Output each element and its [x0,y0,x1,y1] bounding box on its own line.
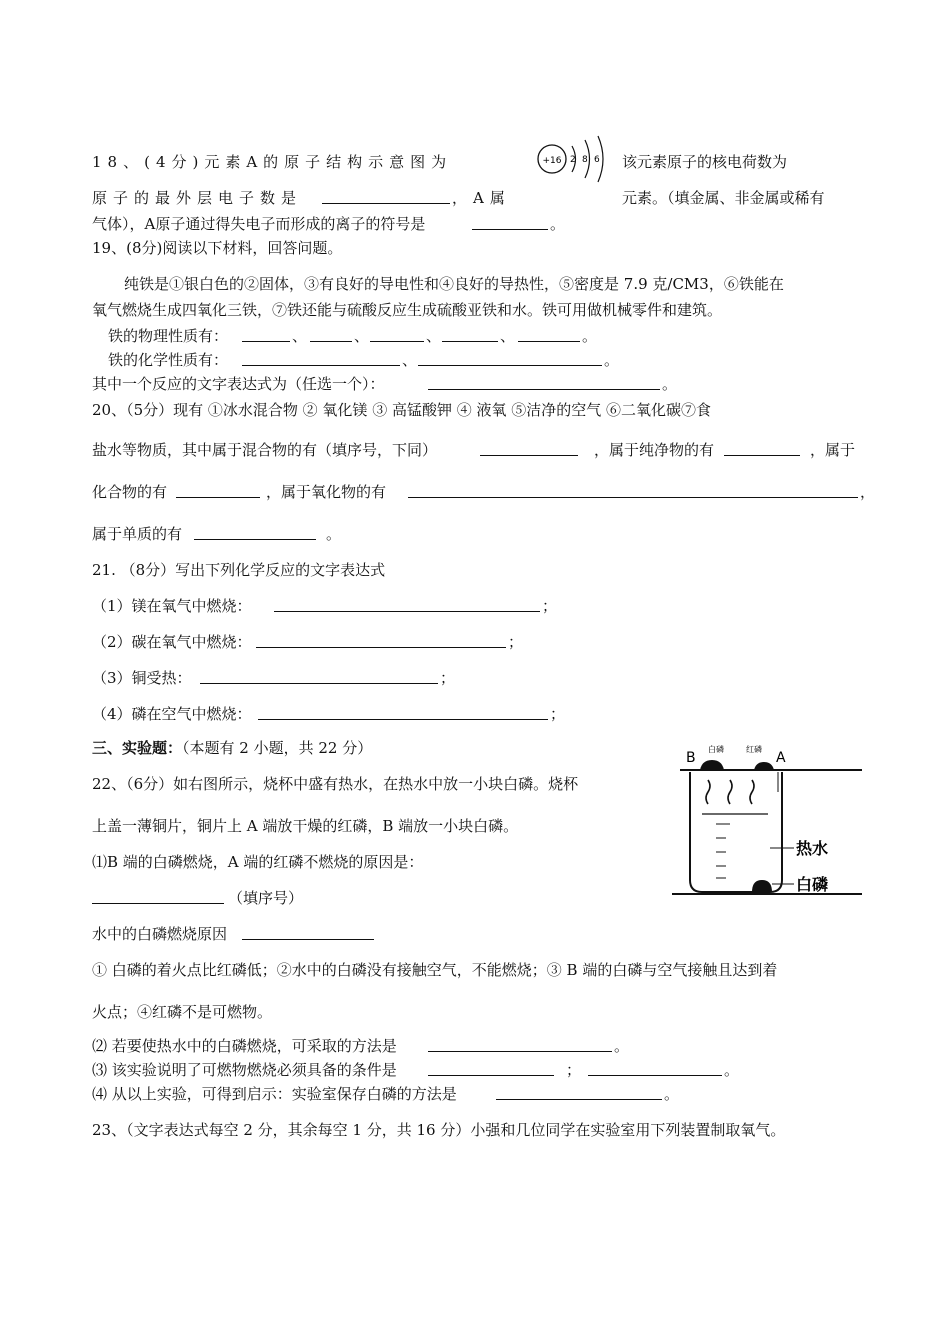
q20-blank-compounds[interactable] [176,483,260,498]
sep: 、 [402,351,418,369]
atom-nucleus-label: +16 [542,156,562,166]
end: 。 [662,375,678,393]
beaker-experiment-figure [672,742,864,902]
sep: 、 [292,327,308,345]
q19-chemical-blank-1[interactable] [242,351,400,366]
q20-line4a: 属于单质的有 [92,525,183,543]
q18-blank-ion-symbol[interactable] [472,215,548,230]
q18-end: 。 [550,215,566,233]
label-white-phosphorus-top: 白磷 [708,745,724,754]
white-phosphorus-bottom [752,880,772,892]
q22-line8: ⑵ 若要使热水中的白磷燃烧，可采取的方法是 [92,1037,397,1055]
sep: 、 [500,327,516,345]
end: 。 [582,327,598,345]
q18-line3: 气体），A原子通过得失电子而形成的离子的符号是 [92,215,426,233]
q19-physical-blank-1[interactable] [242,327,290,342]
q20-blank-pure[interactable] [724,441,800,456]
q22-line6: ① 白磷的着火点比红磷低；②水中的白磷没有接触空气，不能燃烧；③ B 端的白磷与空气接触且达到着 [92,961,778,979]
q18-line2-right: 元素。（填金属、非金属或稀有 [622,189,825,207]
q20-line2b: ，属于纯净物的有 [594,441,715,459]
q22-blank-condition-1[interactable] [428,1061,554,1076]
q19-reaction-label: 其中一个反应的文字表达式为（任选一个）： [92,375,385,393]
q18-line2-left: 原子的最外层电子数是 [92,189,303,207]
q20-line4b: 。 [326,525,342,543]
q18-line1-right: 该元素原子的核电荷数为 [622,153,788,171]
q21-item-4-label: （4）磷在空气中燃烧： [92,705,252,723]
q19-para1: 纯铁是①银白色的②固体，③有良好的导电性和④良好的导热性，⑤密度是 7.9 克/CM3，⑥铁能在 [124,275,784,293]
q22-line9: ⑶ 该实验说明了可燃物燃烧必须具备的条件是 [92,1061,397,1079]
end: 。 [724,1061,740,1079]
white-phosphorus-top [700,760,724,770]
q19-para2: 氧气燃烧生成四氧化三铁，⑦铁还能与硫酸反应生成硫酸亚铁和水。铁可用做机械零件和建筑。 [92,301,723,319]
red-phosphorus [754,762,774,770]
q21-title: 21. （8分）写出下列化学反应的文字表达式 [92,561,386,579]
q22-line3: ⑴B 端的白磷燃烧，A 端的红磷不燃烧的原因是： [92,853,424,871]
label-red-phosphorus: 红磷 [746,745,762,754]
q18-blank-outer-electrons[interactable] [322,189,450,204]
q19-physical-blank-4[interactable] [442,327,498,342]
section3-heading: 三、实验题： [92,739,183,757]
section3-note: （本题有 2 小题，共 22 分） [182,739,373,757]
semi: ； [566,1061,582,1079]
q18-line2-mid: ，A属 [452,189,511,207]
label-b: B [686,750,696,766]
end: 。 [664,1085,680,1103]
q19-reaction-blank[interactable] [428,375,660,390]
q20-line3b: ，属于氧化物的有 [266,483,387,501]
q19-physical-label: 铁的物理性质有： [108,327,229,345]
q20-line2a: 盐水等物质，其中属于混合物的有（填序号，下同） [92,441,438,459]
shell-2-electrons: 8 [582,155,588,165]
q19-physical-blank-5[interactable] [518,327,580,342]
q20-blank-oxides[interactable] [408,483,858,498]
end: ； [508,633,524,651]
atom-structure-diagram [532,134,608,184]
end: ； [440,669,456,687]
q21-item-3-blank[interactable] [200,669,438,684]
q22-line1: 22、（6分）如右图所示，烧杯中盛有热水，在热水中放一小块白磷。烧杯 [92,775,579,793]
q23-line1: 23、（文字表达式每空 2 分，其余每空 1 分，共 16 分）小强和几位同学在实验室用下列装置制取氧气。 [92,1121,786,1139]
q22-line2: 上盖一薄铜片，铜片上 A 端放干燥的红磷，B 端放一小块白磷。 [92,817,519,835]
shell-1-electrons: 2 [570,155,576,165]
section3-heading-row [92,738,372,758]
q22-blank-storage[interactable] [496,1085,662,1100]
label-white-phosphorus-bottom: 白磷 [796,875,829,894]
label-a: A [776,750,786,766]
q21-item-1-label: （1）镁在氧气中燃烧： [92,597,252,615]
end: 。 [614,1037,630,1055]
q21-item-2-blank[interactable] [256,633,506,648]
q21-item-3-label: （3）铜受热： [92,669,192,687]
shell-3-electrons: 6 [594,155,600,165]
end: ； [550,705,566,723]
q20-line1: 20、（5分）现有 ①冰水混合物 ② 氧化镁 ③ 高锰酸钾 ④ 液氧 ⑤洁净的空气 ⑥二氧化碳⑦食 [92,401,712,419]
q19-physical-blank-2[interactable] [310,327,352,342]
q22-blank-method[interactable] [428,1037,612,1052]
q22-line10: ⑷ 从以上实验，可得到启示：实验室保存白磷的方法是 [92,1085,457,1103]
q19-chemical-label: 铁的化学性质有： [108,351,229,369]
sep: 、 [354,327,370,345]
q22-line5: 水中的白磷燃烧原因 [92,925,228,943]
q22-blank-condition-2[interactable] [588,1061,722,1076]
end: ； [542,597,558,615]
q22-blank-reason[interactable] [92,889,224,904]
q20-line3c: ， [860,483,876,501]
q22-blank-underwater-reason[interactable] [242,925,374,940]
end: 。 [604,351,620,369]
q20-blank-mixtures[interactable] [480,441,578,456]
q21-item-2-label: （2）碳在氧气中燃烧： [92,633,252,651]
q21-item-1-blank[interactable] [274,597,540,612]
q20-line3a: 化合物的有 [92,483,168,501]
q18-line1: 18、(4分)元素A的原子结构示意图为 [92,153,453,171]
sep: 、 [426,327,442,345]
q20-line2c: ，属于 [810,441,856,459]
q19-physical-blank-3[interactable] [370,327,424,342]
q19-title: 19、(8分)阅读以下材料，回答问题。 [92,239,343,257]
q19-chemical-blank-2[interactable] [418,351,602,366]
q21-item-4-blank[interactable] [258,705,548,720]
label-hot-water: 热水 [796,839,829,858]
q22-line4: （填序号） [228,889,304,907]
q20-blank-elements[interactable] [194,525,316,540]
q22-line7: 火点；④红磷不是可燃物。 [92,1003,273,1021]
